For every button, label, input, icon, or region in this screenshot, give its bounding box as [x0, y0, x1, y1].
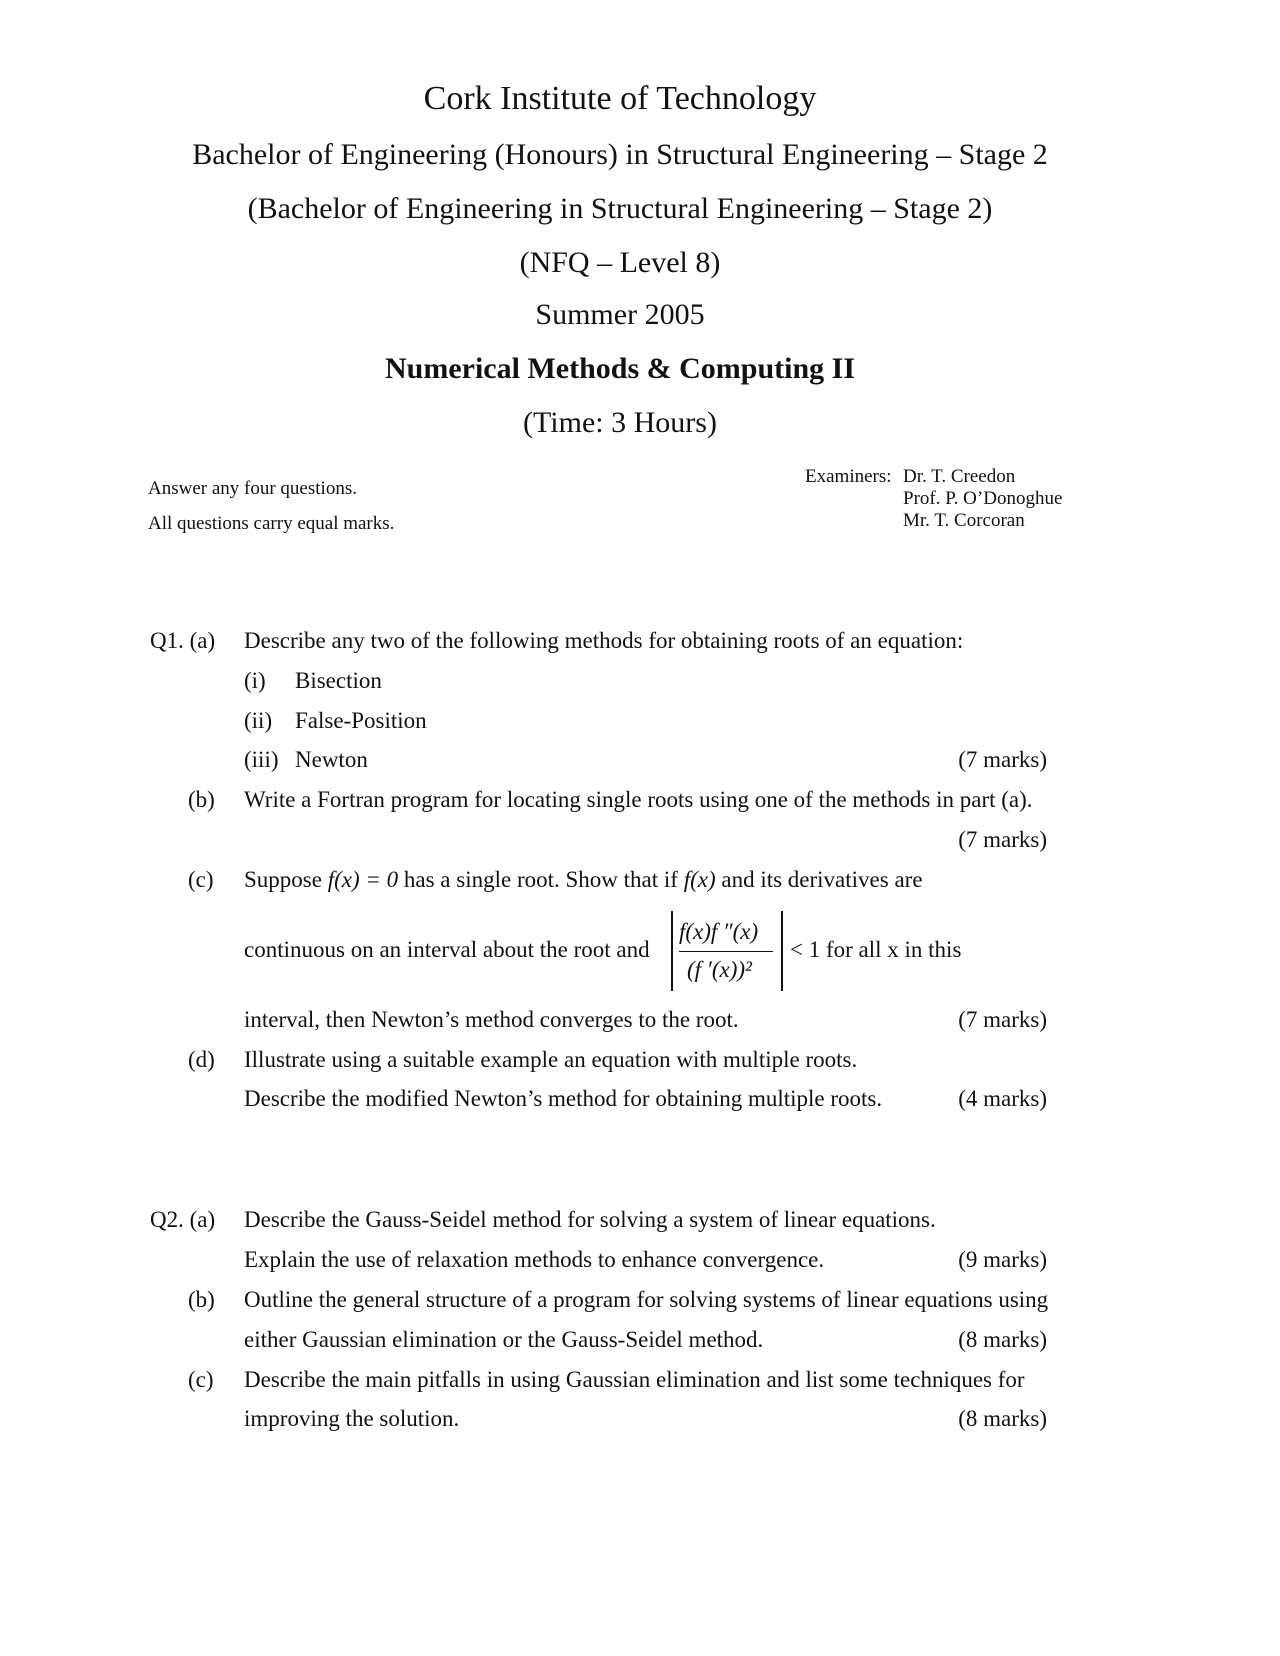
q1c-text-part: Suppose — [244, 867, 322, 892]
q1b-label: (b) — [188, 787, 215, 812]
q2c-text-line2: improving the solution. — [244, 1406, 460, 1431]
q2c-marks: (8 marks) — [958, 1406, 1047, 1431]
programme-title: Bachelor of Engineering (Honours) in Structural Engineering – Stage 2 — [192, 138, 1048, 171]
instruction-answer: Answer any four questions. — [148, 478, 357, 499]
q1c-text-line1 — [244, 867, 923, 893]
fraction-line — [679, 951, 773, 952]
q1a-method-num: (ii) — [244, 708, 273, 733]
exam-duration: (Time: 3 Hours) — [523, 406, 717, 439]
q2a-text-line1: Describe the Gauss-Seidel method for solving a system of linear equations. — [244, 1207, 936, 1232]
q1c-text-line2: continuous on an interval about the root and — [244, 937, 650, 962]
q1c-text-line3: interval, then Newton’s method converges to the root. — [244, 1007, 739, 1032]
fraction-numerator: f(x)f ″(x) — [679, 919, 759, 944]
q2c-label: (c) — [188, 1367, 214, 1392]
q1a-method-num: (iii) — [244, 747, 279, 772]
q1c-equation: f(x) = 0 — [327, 867, 399, 892]
abs-bar-right — [781, 911, 783, 991]
institution-title: Cork Institute of Technology — [423, 80, 817, 117]
q1a-method-name: Bisection — [295, 668, 382, 693]
q2a-marks: (9 marks) — [958, 1247, 1047, 1272]
q1a-method-name: False-Position — [295, 708, 427, 733]
q2b-text-line2: either Gaussian elimination or the Gauss-Seidel method. — [244, 1327, 764, 1352]
nfq-level: (NFQ – Level 8) — [519, 246, 721, 279]
q2-label: Q2. (a) — [150, 1207, 216, 1232]
examiner-name: Prof. P. O’Donoghue — [903, 488, 1063, 509]
q1d-label: (d) — [188, 1047, 215, 1072]
q2b-marks: (8 marks) — [958, 1327, 1047, 1352]
module-title: Numerical Methods & Computing II — [385, 352, 855, 385]
examiner-name: Mr. T. Corcoran — [903, 510, 1025, 531]
fraction-denominator: (f ′(x))² — [687, 957, 752, 982]
q1c-function: f(x) — [683, 867, 716, 892]
q1d-text-line1: Illustrate using a suitable example an equation with multiple roots. — [244, 1047, 858, 1072]
instruction-marks: All questions carry equal marks. — [148, 513, 395, 534]
programme-subtitle: (Bachelor of Engineering in Structural Engineering – Stage 2) — [247, 192, 993, 225]
q1c-text-part: and its derivatives are — [721, 867, 923, 892]
q1c-text-part: has a single root. Show that if — [403, 867, 678, 892]
q2c-text-line1: Describe the main pitfalls in using Gaussian elimination and list some techniques for — [244, 1367, 1025, 1392]
q1a-method-num: (i) — [244, 668, 266, 693]
examiner-name: Dr. T. Creedon — [903, 466, 1016, 487]
q1a-marks: (7 marks) — [958, 747, 1047, 772]
q1c-label: (c) — [188, 867, 214, 892]
q1d-text-line2: Describe the modified Newton’s method for obtaining multiple roots. — [244, 1086, 883, 1111]
q1c-text-line2-cont: < 1 for all x in this — [790, 937, 962, 962]
q1b-text: Write a Fortran program for locating single roots using one of the methods in part (a). — [244, 787, 1033, 812]
abs-bar-left — [671, 911, 673, 991]
q1a-text: Describe any two of the following methods for obtaining roots of an equation: — [244, 628, 964, 653]
examiners-label: Examiners: — [805, 466, 892, 487]
q1c-marks: (7 marks) — [958, 1007, 1047, 1032]
q1a-method-name: Newton — [295, 747, 368, 772]
convergence-fraction — [671, 911, 783, 991]
q2b-label: (b) — [188, 1287, 215, 1312]
q2b-text-line1: Outline the general structure of a program for solving systems of linear equations using — [244, 1287, 1049, 1312]
q1-label: Q1. (a) — [150, 628, 216, 653]
q1d-marks: (4 marks) — [958, 1086, 1047, 1111]
q2a-text-line2: Explain the use of relaxation methods to enhance convergence. — [244, 1247, 825, 1272]
exam-session: Summer 2005 — [535, 298, 705, 331]
q1b-marks: (7 marks) — [958, 827, 1047, 852]
